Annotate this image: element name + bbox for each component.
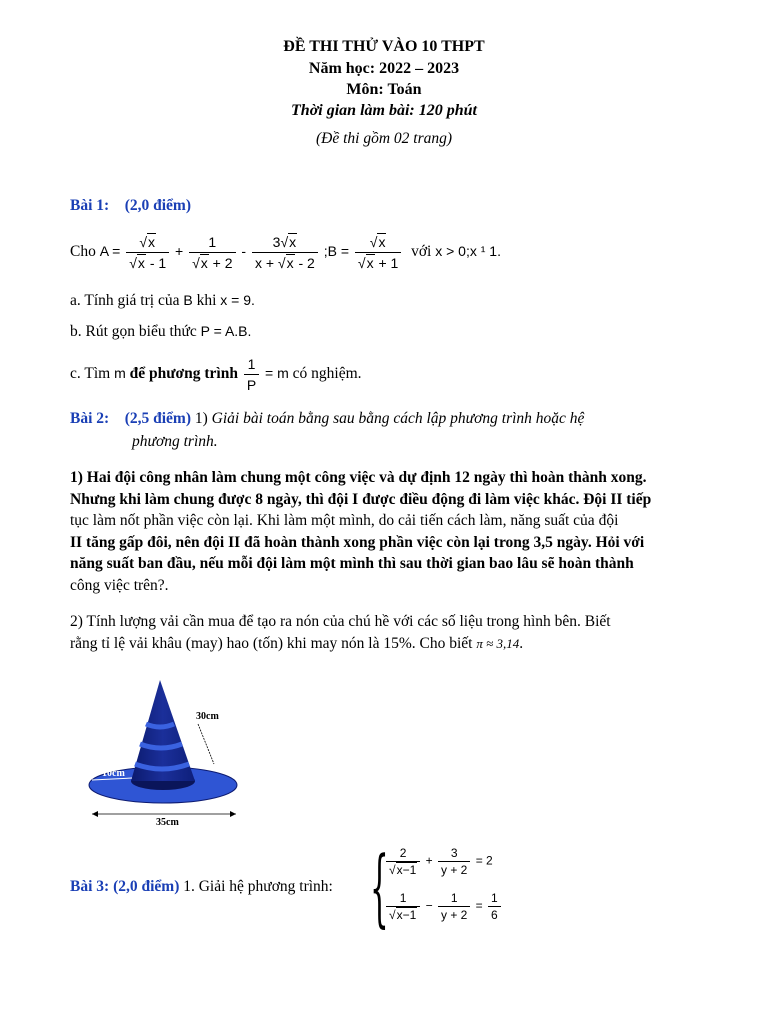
bai3-label: Bài 3: [70,878,110,895]
bai1-points: (2,0 điểm) [124,197,191,214]
bai2-heading: Bài 2: (2,5 điểm) 1) Giải bài toán bằng sau bằng cách lập phương trình hoặc hệ [70,410,585,427]
p1-line: 1) Hai đội công nhân làm chung một công việc và dự định 12 ngày thì hoàn thành xong. [70,469,647,486]
bai3-points: (2,0 điểm) [113,878,180,895]
frac-b: $\frac{√x}{√x + 1}$ [355,232,401,273]
equation-1: $\frac{2}{√x-1}$ + $\frac{3}{y + 2}$ = 2 [384,845,493,878]
subject: Môn: Toán [346,81,422,98]
radius-label: 10cm [102,768,125,779]
equation-system [370,838,510,936]
cho-text: Cho [70,243,96,261]
bai1-question-a: a. Tính giá trị của B khi x = 9. [70,292,255,309]
p1-line: II tăng gấp đôi, nên đội II đã hoàn thành xong phần việc còn lại trong 3,5 ngày. Hỏi với [70,533,645,551]
bai3-heading [70,878,333,896]
p2-line: rằng tỉ lệ vải khâu (may) hao (tốn) khi may nón là 15%. Cho biết [70,634,473,652]
clown-hat-figure [88,672,248,832]
page-note: (Đề thi gồm 02 trang) [315,130,453,147]
width-label: 35cm [156,817,179,828]
bai1-question-b: b. Rút gọn biểu thức P = A.B. [70,323,252,340]
p1-line: Nhưng khi làm chung được 8 ngày, thì đội I được điều động đi làm việc khác. Đội II tiếp [70,490,652,508]
p2-line: 2) Tính lượng vải cần mua để tạo ra nón của chú hề với các số liệu trong hình bên. Biết [70,613,611,630]
bai2-problem-2: 2) Tính lượng vải cần mua để tạo ra nón của chú hề với các số liệu trong hình bên. Biết rằng tỉ lệ vải khâu (may) hao (tốn) khi may nón là 15%. Cho biết π ≈ 3,14. [70,611,700,654]
arrow-right-icon [230,811,236,817]
time-limit: Thời gian làm bài: 120 phút [291,102,477,119]
b-label: ;B = [323,243,350,260]
bai2-points: (2,5 điểm) [124,410,191,427]
arrow-left-icon [92,811,98,817]
brace-icon: { [370,838,389,936]
frac-a3: $\frac{3√x}{x + √x - 2}$ [252,232,318,273]
p1-line: năng suất ban đầu, nếu mỗi đội làm một mình thì sau thời gian bao lâu sẽ hoàn thành [70,555,634,572]
dk-text: với [411,243,432,261]
pi-approx: π ≈ 3,14 [476,635,520,651]
exam-title: ĐỀ THI THỬ VÀO 10 THPT [283,38,485,55]
p1-line: tục làm nốt phần việc còn lại. Khi làm một mình, do cải tiến cách làm, năng suất của đội [70,512,619,529]
equation-2: $\frac{1}{√x-1}$ − $\frac{1}{y + 2}$ = $\frac{1}{6}$ [384,890,503,923]
bai2-label: Bài 2: [70,410,110,427]
bai2-problem-1 [70,467,700,596]
frac-1-over-p: $\frac{1}{P}$ [244,354,259,395]
a-label: A = [99,243,121,260]
dk-condition: x > 0;x ¹ 1. [435,243,501,260]
bai2-intro-cont: phương trình. [132,433,218,450]
bai1-label: Bài 1: [70,197,110,214]
frac-a2: $\frac{1}{√x + 2}$ [189,232,235,273]
slant-label: 30cm [196,711,219,722]
bai1-expression: Cho A = $\frac{√x}{√x - 1}$ + $\frac{1}{√x + 2}$ - $\frac{3√x}{x + √x - 2}$ ;B = $\frac{√x}{√x + 1}$ với x > 0;x ¹ 1. [70,234,501,271]
p1-line: công việc trên?. [70,576,169,594]
frac-a1: $\frac{√x}{√x - 1}$ [126,232,169,273]
bai1-heading [70,197,191,215]
bai1-question-c: c. Tìm m để phương trình $\frac{1}{P}$ = m có nghiệm. [70,356,362,393]
bai3-text: 1. Giải hệ phương trình: [183,878,333,895]
school-year: Năm học: 2022 – 2023 [308,60,460,77]
slant-line [198,724,214,764]
